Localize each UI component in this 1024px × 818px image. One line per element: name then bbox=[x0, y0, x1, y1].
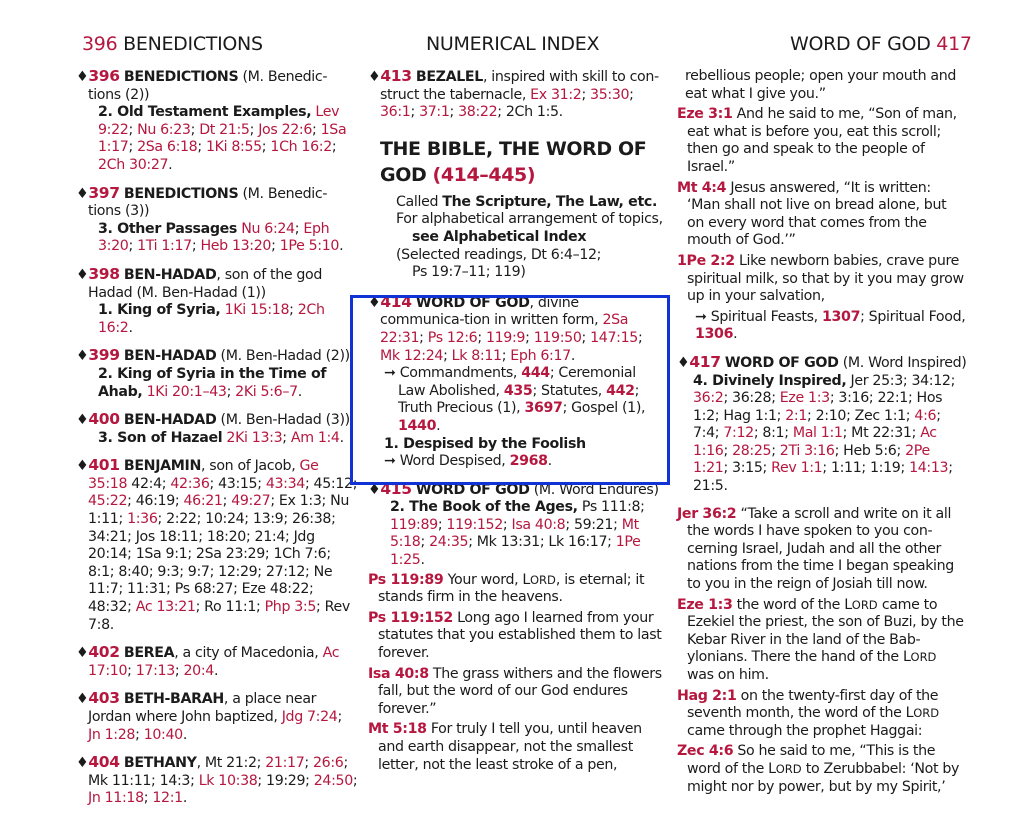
entry-399: ♦399 BEN-HADAD (M. Ben-Hadad (2)) 2. King of Syria in the Time of Ahab, 1Ki 20:1–43; 2Ki 5:6–7. bbox=[76, 346, 350, 400]
header-center: NUMERICAL INDEX bbox=[426, 33, 600, 55]
entry-403: ♦403 BETH-BARAH, a place near Jordan where John baptized, Jdg 7:24; Jn 1:28; 10:40. bbox=[76, 689, 342, 743]
entry-398: ♦398 BEN-HADAD, son of the god Hadad (M. Ben-Hadad (1)) 1. King of Syria, 1Ki 15:18; 2Ch 16:2. bbox=[76, 264, 325, 336]
entry-400: ♦400 BEN-HADAD (M. Ben-Hadad (3)) 3. Son of Hazael 2Ki 13:3; Am 1:4. bbox=[76, 410, 350, 446]
entry-414: ♦414 WORD OF GOD, divine communica-tion in written form, 2Sa 22:31; Ps 12:6; 119:9; 119:50; 147:15; Mk 12:24; Lk 8:11; Eph 6:17. ➞ Commandments, 444; Ceremonial Law Abolished, 435; Statutes, 442; Truth Precious (1), 3697; Gospel (1), 1440. 1. Despised by the Foolish ➞ Word Despised, 2968. bbox=[368, 292, 646, 470]
entry-402: ♦402 BEREA, a city of Macedonia, Ac 17:10; 17:13; 20:4. bbox=[76, 643, 340, 679]
section-intro: Called The Scripture, The Law, etc. For alphabetical arrangement of topics, see Alphabetical Index (Selected readings, Dt 6:4–12; Ps 19:7–11; 119) bbox=[396, 193, 663, 281]
entry-401: ♦401 BENJAMIN, son of Jacob, Ge 35:18 42:4; 42:36; 43:15; 43:34; 45:12; 45:22; 46:19; 46:21; 49:27; Ex 1:3; Nu 1:11; 1:36; 2:22; 10:24; 13:9; 26:38; 34:21; Jos 18:11; 18:20; 21:4; Jdg 20:14; 1Sa 9:1; 2Sa 23:29; 1Ch 7:6; 8:1; 8:40; 9:3; 9:7; 12:29; 27:12; Ne 11:7; 11:31; Ps 68:27; Eze 48:22; 48:32; Ac 13:21; Ro 11:1; Php 3:5; Rev 7:8. bbox=[76, 456, 358, 633]
entry-417: ♦417 WORD OF GOD (M. Word Inspired) 4. Divinely Inspired, Jer 25:3; 34:12; 36:2; 36:28; Eze 1:3; 3:16; 22:1; Hos 1:2; Hag 1:1; 2:1; 2:10; Zec 1:1; 4:6; 7:4; 7:12; 8:1; Mal 1:1; Mt 22:31; Ac 1:16; 28:25; 2Ti 3:16; Heb 5:6; 2Pe 1:21; 3:15; Rev 1:1; 1:11; 1:19; 14:13; 21:5. bbox=[677, 352, 967, 495]
entry-397: ♦397 BENEDICTIONS (M. Benedic-tions (3)) 3. Other Passages Nu 6:24; Eph 3:20; 1Ti 1:17; Heb 13:20; 1Pe 5:10. bbox=[76, 183, 344, 255]
entry-413: ♦413 BEZALEL, inspired with skill to con-struct the tabernacle, Ex 31:2; 35:30; 36:1; 37:1; 38:22; 2Ch 1:5. bbox=[368, 67, 659, 121]
header-left: 396 BENEDICTIONS bbox=[82, 33, 263, 55]
section-title: THE BIBLE, THE WORD OF GOD (414–445) bbox=[380, 137, 647, 186]
column-right: rebellious people; open your mouth and eat what I give you.” Eze 3:1 And he said to me, “Son of man, eat what is before you, eat this scroll; then go and speak to the people of Israel.” Mt 4:4 Jesus answered, “It is written: ‘Man shall not live on bread alone, but on every word that comes from the mouth of God.’” 1Pe 2:2 Like newborn babies, crave pure spiritual milk, so that by it you may grow up in your salvation, ➞ Spiritual Feasts, 1307; Spiritual Food, 1306. ♦417 WORD OF GOD (M. Word Inspired) 4. Divinely Inspired, Jer 25:3; 34:12; 36:2; 36:28; Eze 1:3; 3:16; 22:1; Hos 1:2; Hag 1:1; 2:1; 2:10; Zec 1:1; 4:6; 7:4; 7:12; 8:1; Mal 1:1; Mt 22:31; Ac 1:16; 28:25; 2Ti 3:16; Heb 5:6; 2Pe 1:21; 3:15; Rev 1:1; 1:11; 1:19; 14:13; 21:5. Jer 36:2 “Take a scroll and write on it all the words I have spoken to you con-cerning Israel, Judah and all the other nations from the time I began speaking to you in the reign of Josiah till now. Eze 1:3 the word of the LORD came to Ezekiel the priest, the son of Buzi, by the Kebar River in the land of the Bab-ylonians. There the hand of the LORD was on him. Hag 2:1 on the twenty-first day of the seventh month, the word of the LORD came through the prophet Haggai: Zec 4:6 So he said to me, “This is the word of the LORD to Zerubbabel: ‘Not by might nor by power, but by my Spirit,’ bbox=[677, 68, 967, 795]
entry-396: ♦396 BENEDICTIONS (M. Benedic-tions (2)) 2. Old Testament Examples, Lev 9:22; Nu 6:23; Dt 21:5; Jos 22:6; 1Sa 1:17; 2Sa 6:18; 1Ki 8:55; 1Ch 16:2; 2Ch 30:27. bbox=[76, 67, 347, 173]
header-right: WORD OF GOD 417 bbox=[790, 33, 972, 55]
entry-404: ♦404 BETHANY, Mt 21:2; 21:17; 26:6; Mk 11:11; 14:3; Lk 10:38; 19:29; 24:50; Jn 11:18; 12:1. bbox=[76, 753, 358, 807]
column-left bbox=[76, 68, 358, 818]
entry-415: ♦415 WORD OF GOD (M. Word Endures) 2. The Book of the Ages, Ps 111:8; 119:89; 119:152; Isa 40:8; 59:21; Mt 5:18; 24:35; Mk 13:31; Lk 16:17; 1Pe 1:25. Ps 119:89 Your word, LORD, is eternal; it stands firm in the heavens. Ps 119:152 Long ago I learned from your statutes that you established them to last forever. Isa 40:8 The grass withers and the flowers fall, but the word of our God endures forever.” Mt 5:18 For truly I tell you, until heaven and earth disappear, not the smallest letter, not the least stroke of a pen, bbox=[368, 479, 662, 773]
highlight-box bbox=[350, 292, 670, 485]
